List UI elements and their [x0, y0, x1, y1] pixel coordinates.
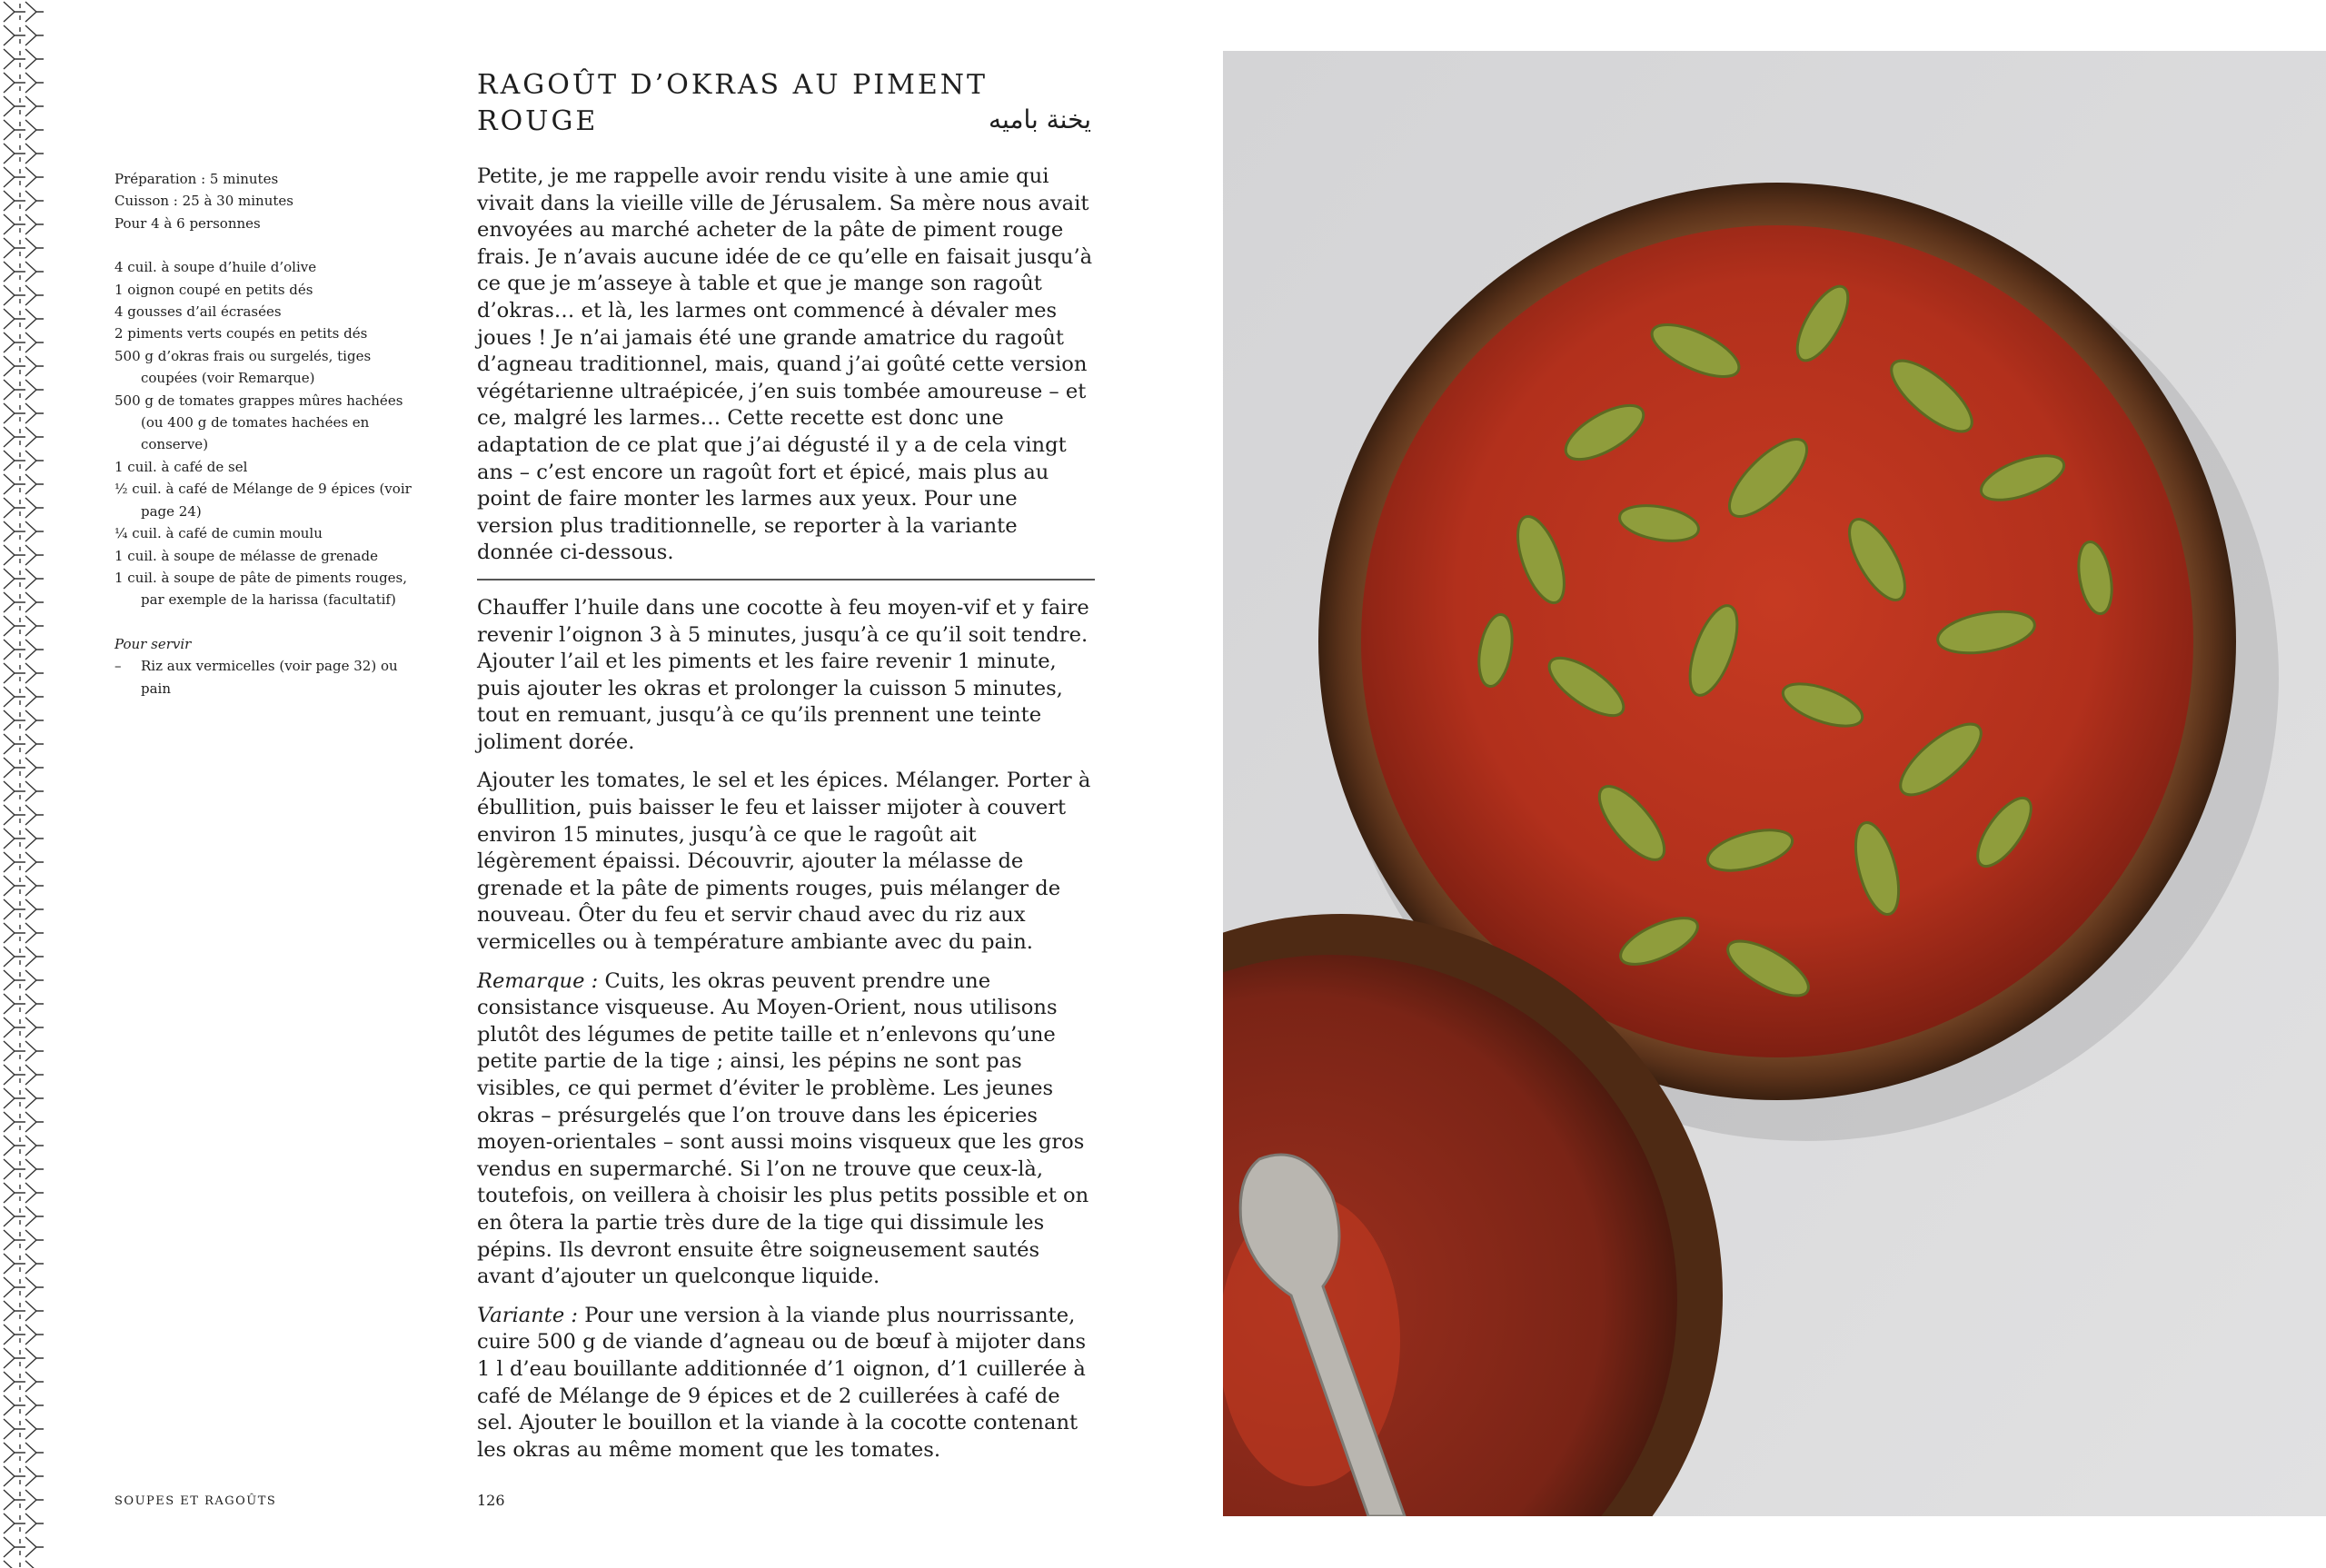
ingredient-item: 2 piments verts coupés en petits dés — [114, 325, 368, 342]
ingredient-item: 500 g d’okras frais ou surgelés, tiges coupées (voir Remarque) — [114, 347, 372, 387]
prep-time: Préparation : 5 minutes — [114, 171, 279, 187]
serving-item — [114, 655, 423, 700]
ingredient-item: 1 cuil. à café de sel — [114, 458, 248, 475]
ingredient-item: 4 gousses d’ail écrasées — [114, 303, 282, 321]
page-number: 126 — [477, 1492, 505, 1509]
serving-item-text: Riz aux vermicelles (voir page 32) ou pain — [141, 658, 398, 697]
photo-illustration — [1223, 51, 2326, 1516]
ingredient-item: ½ cuil. à café de Mélange de 9 épices (voir page 24) — [114, 481, 412, 520]
variant-label: Variante : — [477, 1303, 579, 1327]
recipe-sidebar — [114, 168, 423, 721]
recipe-body — [477, 164, 1095, 1475]
method-step-2: Ajouter les tomates, le sel et les épices. Mélanger. Porter à ébullition, puis baisser le feu et laisser mijoter à couvert environ 15 minutes, jusqu’à ce que le ragoût ait légèrement épaissi. Découvrir, ajouter la mélasse de grenade et la pâte de piments rouges, puis mélanger de nouveau. Ôter du feu et servir chaud avec du riz aux vermicelles ou à température ambiante avec du pain. — [477, 769, 1091, 955]
ingredient-item: 1 oignon coupé en petits dés — [114, 281, 313, 298]
ingredient-item: ¼ cuil. à café de cumin moulu — [114, 525, 323, 542]
cook-time: Cuisson : 25 à 30 minutes — [114, 193, 293, 210]
method-step-1: Chauffer l’huile dans une cocotte à feu moyen-vif et y faire revenir l’oignon 3 à 5 minutes, jusqu’à ce qu’il soit tendre. Ajouter l’ail et les piments et les faire revenir 1 minute, puis ajouter les okras et prolonger la cuisson 5 minutes, tout en remuant, jusqu’à ce qu’ils prennent une teinte joliment dorée. — [477, 595, 1089, 754]
variant-text: Pour une version à la viande plus nourrissante, cuire 500 g de viande d’agneau ou de bœuf à mijoter dans 1 l d’eau bouillante additionnée d’1 oignon, d’1 cuillerée à café de Mélange de 9 épices et de 2 cuillerées à café de sel. Ajouter le bouillon et la viande à la cocotte contenant les okras au même moment que les tomates. — [477, 1303, 1087, 1462]
section-footer: SOUPES ET RAGOÛTS — [114, 1494, 277, 1508]
recipe-title: RAGOÛT D’OKRAS AU PIMENT ROUGE — [477, 69, 988, 137]
serving-suggestion — [114, 633, 423, 700]
note-text: Cuits, les okras peuvent prendre une consistance visqueuse. Au Moyen-Orient, nous utilisons plutôt des légumes de petite taille et n’enlevons qu’une petite partie de la tige ; ainsi, les pépins ne sont pas visibles, ce qui permet d’éviter le problème. Les jeunes okras – présurgelés que l’on trouve dans les épiceries moyen-orientales – sont aussi moins visqueux que les gros vendus en supermarché. Si l’on ne trouve que ceux-là, toutefois, on veillera à choisir les plus petits possible et on en ôtera la partie très dure de la tige qui dissimule les pépins. Ils devront ensuite être soigneusement sautés avant d’ajouter un quelconque liquide. — [477, 968, 1089, 1289]
ingredient-item: 1 cuil. à soupe de mélasse de grenade — [114, 547, 378, 564]
variant-paragraph — [477, 1303, 1095, 1464]
ingredient-list — [114, 256, 423, 611]
okra-stew-photo — [1223, 51, 2326, 1516]
ingredient-item: 1 cuil. à soupe de pâte de piments rouges, par exemple de la harissa (facultatif) — [114, 569, 408, 609]
note-paragraph — [477, 968, 1095, 1291]
timing-info — [114, 168, 423, 234]
ingredient-item: 4 cuil. à soupe d’huile d’olive — [114, 259, 317, 276]
section-divider — [477, 579, 1095, 581]
decorative-border-pattern — [0, 0, 45, 1568]
serving-dash: – — [114, 658, 122, 675]
serves: Pour 4 à 6 personnes — [114, 214, 261, 232]
recipe-arabic-title: يخنة باميه — [988, 104, 1091, 134]
note-label: Remarque : — [477, 968, 599, 993]
ingredient-item: 500 g de tomates grappes mûres hachées (ou 400 g de tomates hachées en conserve) — [114, 392, 403, 453]
serving-title: Pour servir — [114, 635, 192, 652]
intro-paragraph: Petite, je me rappelle avoir rendu visite à une amie qui vivait dans la vieille ville de Jérusalem. Sa mère nous avait envoyées au marché acheter de la pâte de piment rouge frais. Je n’avais aucune idée de ce qu’elle en faisait jusqu’à ce que je m’asseye à table et que je mange son ragoût d’okras… et là, les larmes ont commencé à dévaler mes joues ! Je n’ai jamais été une grande amatrice du ragoût d’agneau traditionnel, mais, quand j’ai goûté cette version végétarienne ultraépicée, j’en suis tombée amoureuse – et ce, malgré les larmes… Cette recette est donc une adaptation de ce plat que j’ai dégusté il y a de cela vingt ans – c’est encore un ragoût fort et épicé, mais plus au point de faire monter les larmes aux yeux. Pour une version plus traditionnelle, se reporter à la variante donnée ci-dessous. — [477, 164, 1093, 565]
